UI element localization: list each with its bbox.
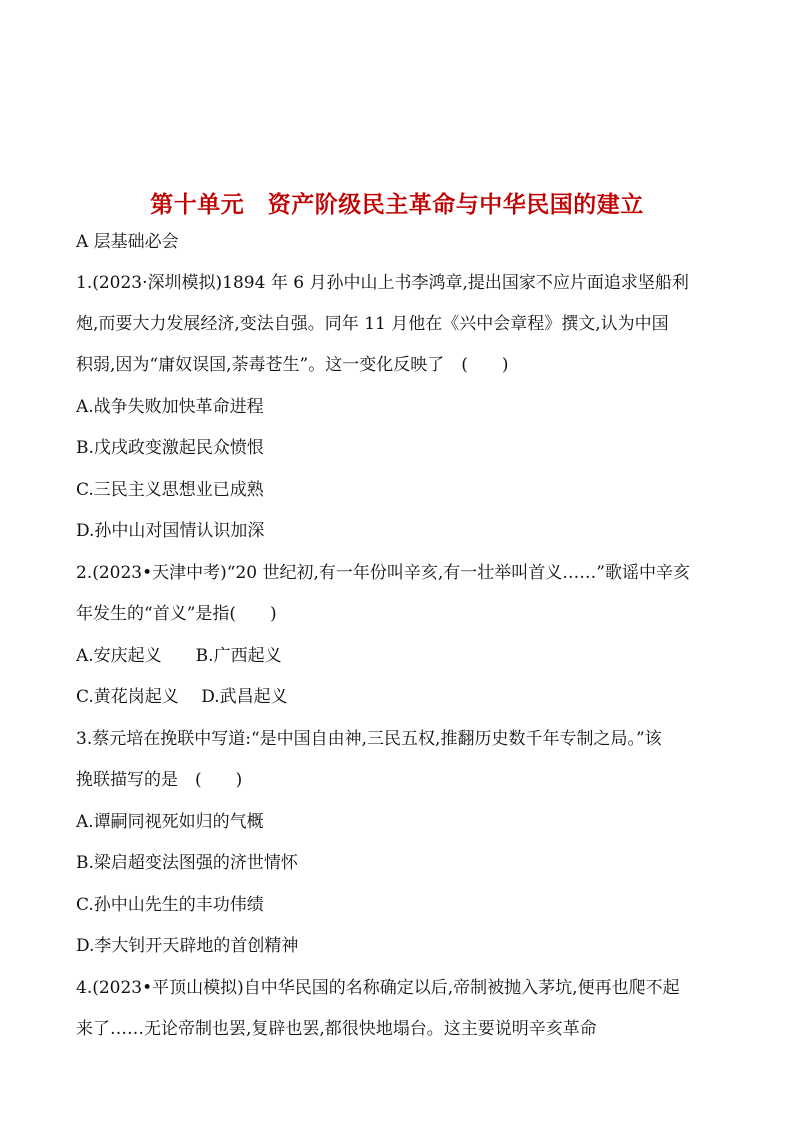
question-1-line-1: 1.(2023·深圳模拟)1894 年 6 月孙中山上书李鸿章,提出国家不应片面追求坚船利 [76, 273, 689, 293]
question-3-option-b: B.梁启超变法图强的济世情怀 [76, 853, 298, 873]
question-1-line-3: 积弱,因为“庸奴误国,荼毒苍生”。这一变化反映了 ( ) [76, 355, 509, 375]
question-3-option-a: A.谭嗣同视死如归的气概 [76, 812, 264, 832]
question-2-options-cd: C.黄花岗起义 D.武昌起义 [76, 687, 288, 707]
question-3-line-1: 3.蔡元培在挽联中写道:“是中国自由神,三民五权,推翻历史数千年专制之局。”该 [76, 729, 662, 749]
section-heading: A 层基础必会 [76, 232, 179, 252]
question-4-line-1: 4.(2023•平顶山模拟)自中华民国的名称确定以后,帝制被抛入茅坑,便再也爬不起 [76, 978, 680, 998]
question-1-option-c: C.三民主义思想业已成熟 [76, 480, 264, 500]
question-4-line-2: 来了……无论帝制也罢,复辟也罢,都很快地塌台。这主要说明辛亥革命 [76, 1019, 597, 1039]
question-1-option-a: A.战争失败加快革命进程 [76, 397, 264, 417]
question-1-option-d: D.孙中山对国情认识加深 [76, 521, 265, 541]
question-3-option-c: C.孙中山先生的丰功伟绩 [76, 895, 264, 915]
question-3-line-2: 挽联描写的是 ( ) [76, 770, 243, 790]
question-2-line-1: 2.(2023•天津中考)“20 世纪初,有一年份叫辛亥,有一壮举叫首义……”歌谣中辛亥 [76, 563, 690, 583]
question-2-options-ab: A.安庆起义 B.广西起义 [76, 646, 282, 666]
question-1-line-2: 炮,而要大力发展经济,变法自强。同年 11 月他在《兴中会章程》撰文,认为中国 [76, 314, 669, 334]
question-3-option-d: D.李大钊开天辟地的首创精神 [76, 936, 299, 956]
question-1-option-b: B.戊戌政变激起民众愤恨 [76, 438, 264, 458]
question-2-line-2: 年发生的“首义”是指( ) [76, 604, 277, 624]
page-title: 第十单元 资产阶级民主革命与中华民国的建立 [150, 192, 644, 218]
